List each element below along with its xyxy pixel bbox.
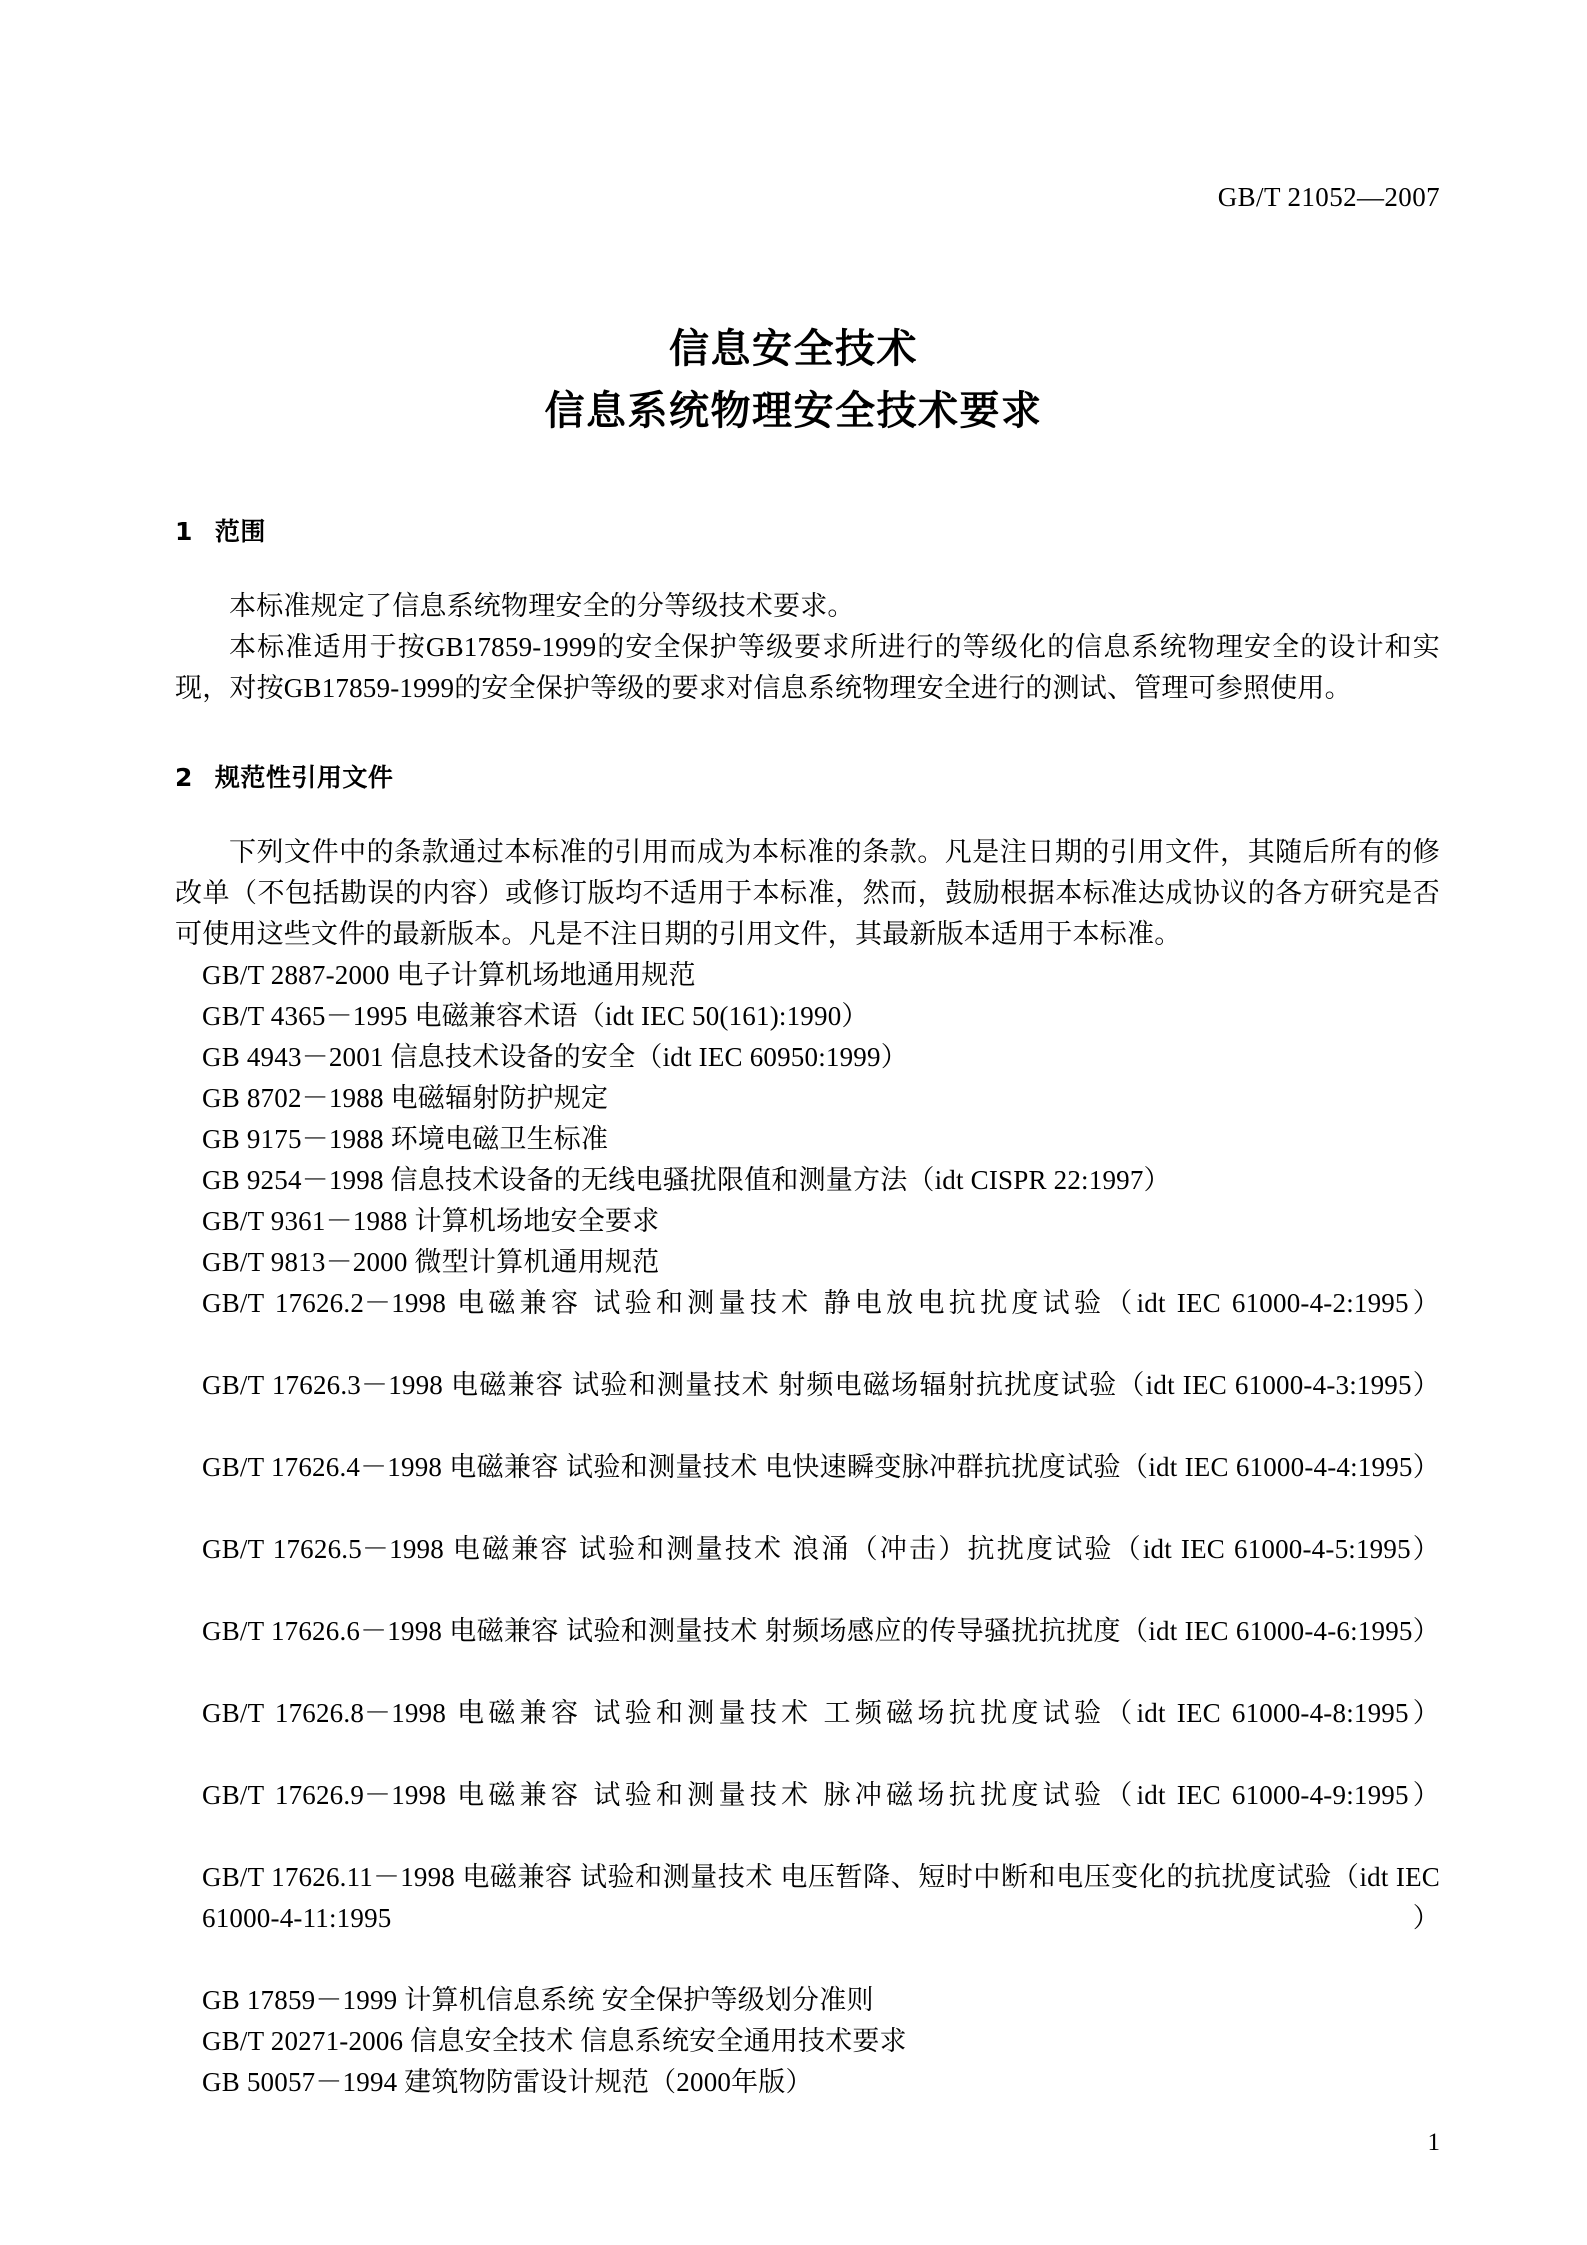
section-title-1: 范围 xyxy=(214,517,266,546)
section-title-2: 规范性引用文件 xyxy=(214,763,394,792)
spacer xyxy=(175,795,1440,832)
section-1-paragraph-1: 本标准规定了信息系统物理安全的分等级技术要求。 xyxy=(229,591,855,621)
section-heading-1 xyxy=(175,515,1440,549)
title-line-2: 信息系统物理安全技术要求 xyxy=(544,388,1043,434)
list-item: GB/T 17626.9－1998 电磁兼容 试验和测量技术 脉冲磁场抗扰度试验（idt IEC 61000-4-9:1995） xyxy=(202,1780,1440,1810)
list-item: GB/T 2887-2000 电子计算机场地通用规范 xyxy=(202,960,696,990)
list-item: GB 4943－2001 信息技术设备的安全（idt IEC 60950:1999） xyxy=(202,1042,908,1072)
spacer xyxy=(175,549,1440,586)
list-item: GB/T 17626.6－1998 电磁兼容 试验和测量技术 射频场感应的传导骚扰抗扰度（idt IEC 61000-4-6:1995） xyxy=(202,1616,1440,1646)
list-item: GB/T 17626.11－1998 电磁兼容 试验和测量技术 电压暂降、短时中断和电压变化的抗扰度试验（idt IEC 61000-4-11:1995） xyxy=(202,1862,1440,1933)
page-number-value: 1 xyxy=(1427,2129,1440,2156)
footer-page-number xyxy=(147,2129,1440,2157)
section-1-paragraph-2: 本标准适用于按GB17859-1999的安全保护等级要求所进行的等级化的信息系统物理安全的设计和实现，对按GB17859-1999的安全保护等级的要求对信息系统物理安全进行的测试、管理可参照使用。 xyxy=(175,632,1440,703)
list-item: GB/T 17626.2－1998 电磁兼容 试验和测量技术 静电放电抗扰度试验（idt IEC 61000-4-2:1995） xyxy=(202,1288,1440,1318)
list-item: GB/T 17626.8－1998 电磁兼容 试验和测量技术 工频磁场抗扰度试验（idt IEC 61000-4-8:1995） xyxy=(202,1698,1440,1728)
section-number-2: 2 xyxy=(175,763,193,792)
page-title xyxy=(147,318,1440,442)
list-item: GB 8702－1988 电磁辐射防护规定 xyxy=(202,1083,609,1113)
spacer xyxy=(175,709,1440,761)
section-heading-2 xyxy=(175,761,1440,795)
section-number-1: 1 xyxy=(175,517,193,546)
list-item: GB 50057－1994 建筑物防雷设计规范（2000年版） xyxy=(202,2067,813,2097)
document-body xyxy=(175,515,1440,2103)
section-2-paragraph-1: 下列文件中的条款通过本标准的引用而成为本标准的条款。凡是注日期的引用文件，其随后所有的修改单（不包括勘误的内容）或修订版均不适用于本标准，然而，鼓励根据本标准达成协议的各方研究是否可使用这些文件的最新版本。凡是不注日期的引用文件，其最新版本适用于本标准。 xyxy=(175,837,1440,949)
list-item: GB 9254－1998 信息技术设备的无线电骚扰限值和测量方法（idt CISPR 22:1997） xyxy=(202,1165,1171,1195)
list-item: GB/T 9361－1988 计算机场地安全要求 xyxy=(202,1206,660,1236)
list-item: GB/T 4365－1995 电磁兼容术语（idt IEC 50(161):1990） xyxy=(202,1001,869,1031)
normative-reference-list xyxy=(175,955,1440,2103)
list-item: GB 9175－1988 环境电磁卫生标准 xyxy=(202,1124,609,1154)
list-item: GB/T 17626.5－1998 电磁兼容 试验和测量技术 浪涌（冲击）抗扰度试验（idt IEC 61000-4-5:1995） xyxy=(202,1534,1440,1564)
running-header xyxy=(147,182,1440,213)
list-item: GB/T 17626.4－1998 电磁兼容 试验和测量技术 电快速瞬变脉冲群抗扰度试验（idt IEC 61000-4-4:1995） xyxy=(202,1452,1440,1482)
list-item: GB/T 17626.3－1998 电磁兼容 试验和测量技术 射频电磁场辐射抗扰度试验（idt IEC 61000-4-3:1995） xyxy=(202,1370,1440,1400)
list-item: GB/T 20271-2006 信息安全技术 信息系统安全通用技术要求 xyxy=(202,2026,907,2056)
list-item: GB 17859－1999 计算机信息系统 安全保护等级划分准则 xyxy=(202,1985,874,2015)
title-line-1: 信息安全技术 xyxy=(669,326,918,372)
list-item: GB/T 9813－2000 微型计算机通用规范 xyxy=(202,1247,660,1277)
standard-identifier: GB/T 21052—2007 xyxy=(1217,182,1440,212)
